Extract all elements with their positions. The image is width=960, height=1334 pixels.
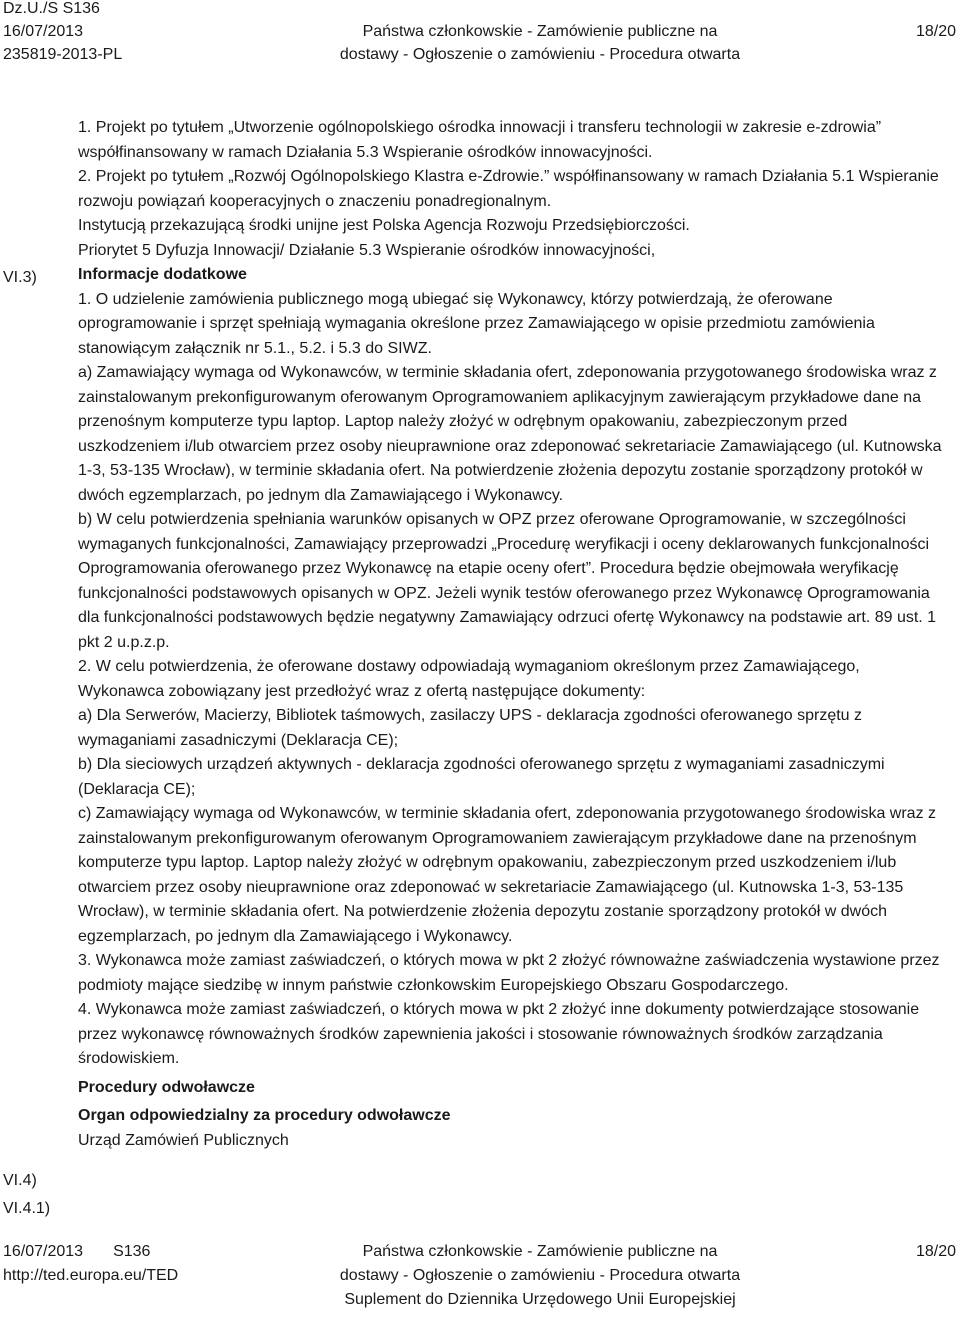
page-header (0, 0, 960, 80)
paragraph-info-1a: a) Zamawiający wymaga od Wykonawców, w terminie składania ofert, zdeponowania przygotowanego środowiska wraz z zainstalowanym prekonfigurowanym oferowanym Oprogramowaniem aplikacyjnym zawierającym przykładowe dane na przenośnym komputerze typu laptop. Laptop należy złożyć w odrębnym opakowaniu, zabezpieczonym przed uszkodzeniem i/lub otwarciem przez osoby nieuprawnione oraz zdeponować sekretariacie Zamawiającego (ul. Kutnowska 1-3, 53-135 Wrocław), w terminie składania ofert. Na potwierdzenie złożenia depozytu zostanie sporządzony protokół w dwóch egzemplarzach, po jednym dla Zamawiającego i Wykonawcy. (78, 364, 942, 504)
paragraph-info-3: 3. Wykonawca może zamiast zaświadczeń, o których mowa w pkt 2 złożyć równoważne zaświadczenia wystawione przez podmioty mające siedzibę w innym państwie członkowskim Europejskiego Obszaru Gospodarczego. (78, 952, 940, 994)
heading-additional-info: Informacje dodatkowe (78, 266, 247, 283)
header-page-number: 18/20 (915, 23, 956, 40)
footer-center (0, 1240, 960, 1312)
header-center (0, 20, 960, 66)
paragraph-priority: Priorytet 5 Dyfuzja Innowacji/ Działanie 5.3 Wspieranie ośrodków innowacyjności, (78, 241, 656, 259)
footer-title-1: Państwa członkowskie - Zamówienie publiczne na (362, 1243, 718, 1260)
paragraph-info-4: 4. Wykonawca może zamiast zaświadczeń, o których mowa w pkt 2 złożyć inne dokumenty potwierdzające stosowanie przez wykonawcę równoważnych środków zapewnienia jakości i stosowanie równoważnych środków zarządzania środowiskiem. (78, 1001, 920, 1067)
section-number-vi4: VI.4) (3, 1172, 37, 1189)
footer-page-number: 18/20 (915, 1243, 956, 1260)
paragraph-info-2a: a) Dla Serwerów, Macierzy, Bibliotek taśmowych, zasilaczy UPS - deklaracja zgodności oferowanego sprzętu z wymaganiami zasadniczymi (Deklaracja CE); (78, 707, 863, 749)
section-number-vi3: VI.3) (3, 269, 37, 286)
footer-url: http://ted.europa.eu/TED (3, 1267, 179, 1284)
paragraph-institution: Instytucją przekazującą środki unijne jest Polska Agencja Rozwoju Przedsiębiorczości. (78, 217, 690, 234)
footer-title-2: dostawy - Ogłoszenie o zamówieniu - Procedura otwarta (339, 1267, 741, 1284)
paragraph-info-1: 1. O udzielenie zamówienia publicznego mogą ubiegać się Wykonawcy, którzy potwierdzają, że oferowane oprogramowanie i sprzęt spełniają wymagania określone przez Zamawiającego w opisie przedmiotu zamówienia stanowiącym załącznik nr 5.1., 5.2. i 5.3 do SIWZ. (78, 290, 875, 357)
header-journal: Dz.U./S S136 (3, 0, 100, 17)
footer-title-3: Suplement do Dziennika Urzędowego Unii Europejskiej (344, 1291, 736, 1308)
paragraph-info-2b: b) Dla sieciowych urządzeń aktywnych - deklaracja zgodności oferowanego sprzętu z wymaganiami zasadniczymi (Deklaracja CE); (78, 756, 885, 798)
heading-appeal-procedures: Procedury odwoławcze (78, 1078, 255, 1096)
paragraph-info-1b: b) W celu potwierdzenia spełniania warunków opisanych w OPZ przez oferowane Oprogramowanie, w szczególności wymaganych funkcjonalności, Zamawiający przeprowadzi „Procedurę weryfikacji i oceny deklarowanych funkcjonalności Oprogramowania oferowanego przez Wykonawcę na etapie oceny ofert”. Procedura będzie obejmowała weryfikację funkcjonalności podstawowych opisanych w OPZ. Jeżeli wynik testów oferowanego przez Wykonawcę Oprogramowania dla funkcjonalności podstawowych będzie negatywny Zamawiający odrzuci ofertę Wykonawcy na podstawie art. 89 ust. 1 pkt 2 u.p.z.p. (78, 511, 937, 651)
footer-date: 16/07/2013 (3, 1243, 84, 1260)
header-ref: 235819-2013-PL (3, 46, 123, 63)
document-body (78, 116, 946, 1153)
paragraph-info-2: 2. W celu potwierdzenia, że oferowane dostawy odpowiadają wymaganiom określonym przez Zamawiającego, Wykonawca zobowiązany jest przedłożyć wraz z ofertą następujące dokumenty: (78, 658, 860, 700)
header-title-1: Państwa członkowskie - Zamówienie publiczne na (362, 23, 718, 40)
heading-appeal-body: Organ odpowiedzialny za procedury odwoławcze (78, 1107, 451, 1124)
paragraph-project-1: 1. Projekt po tytułem „Utworzenie ogólnopolskiego ośrodka innowacji i transferu technologii w zakresie e-zdrowia” współfinansowany w ramach Działania 5.3 Wspieranie ośrodków innowacyjności. (78, 119, 882, 161)
header-date: 16/07/2013 (3, 23, 84, 40)
section-number-vi41: VI.4.1) (3, 1200, 51, 1217)
header-title-2: dostawy - Ogłoszenie o zamówieniu - Procedura otwarta (339, 46, 741, 63)
paragraph-info-2c: c) Zamawiający wymaga od Wykonawców, w terminie składania ofert, zdeponowania przygotowanego środowiska wraz z zainstalowanym prekonfigurowanym oferowanym Oprogramowaniem zawierającym przykładowe dane na przenośnym komputerze typu laptop. Laptop należy złożyć w odrębnym opakowaniu, zabezpieczonym przed uszkodzeniem i/lub otwarciem przez osoby nieuprawnione oraz zdeponować w sekretariacie Zamawiającego (ul. Kutnowska 1-3, 53-135 Wrocław), w terminie składania ofert. Na potwierdzenie złożenia depozytu zostanie sporządzony protokół w dwóch egzemplarzach, po jednym dla Zamawiającego i Wykonawcy. (78, 805, 937, 945)
page-footer (0, 1234, 960, 1334)
appeal-body-name: Urząd Zamówień Publicznych (78, 1131, 289, 1149)
footer-series: S136 (113, 1243, 151, 1260)
paragraph-project-2: 2. Projekt po tytułem „Rozwój Ogólnopolskiego Klastra e-Zdrowie.” współfinansowany w ramach Działania 5.1 Wspieranie rozwoju powiązań kooperacyjnych o znaczeniu ponadregionalnym. (78, 168, 939, 210)
